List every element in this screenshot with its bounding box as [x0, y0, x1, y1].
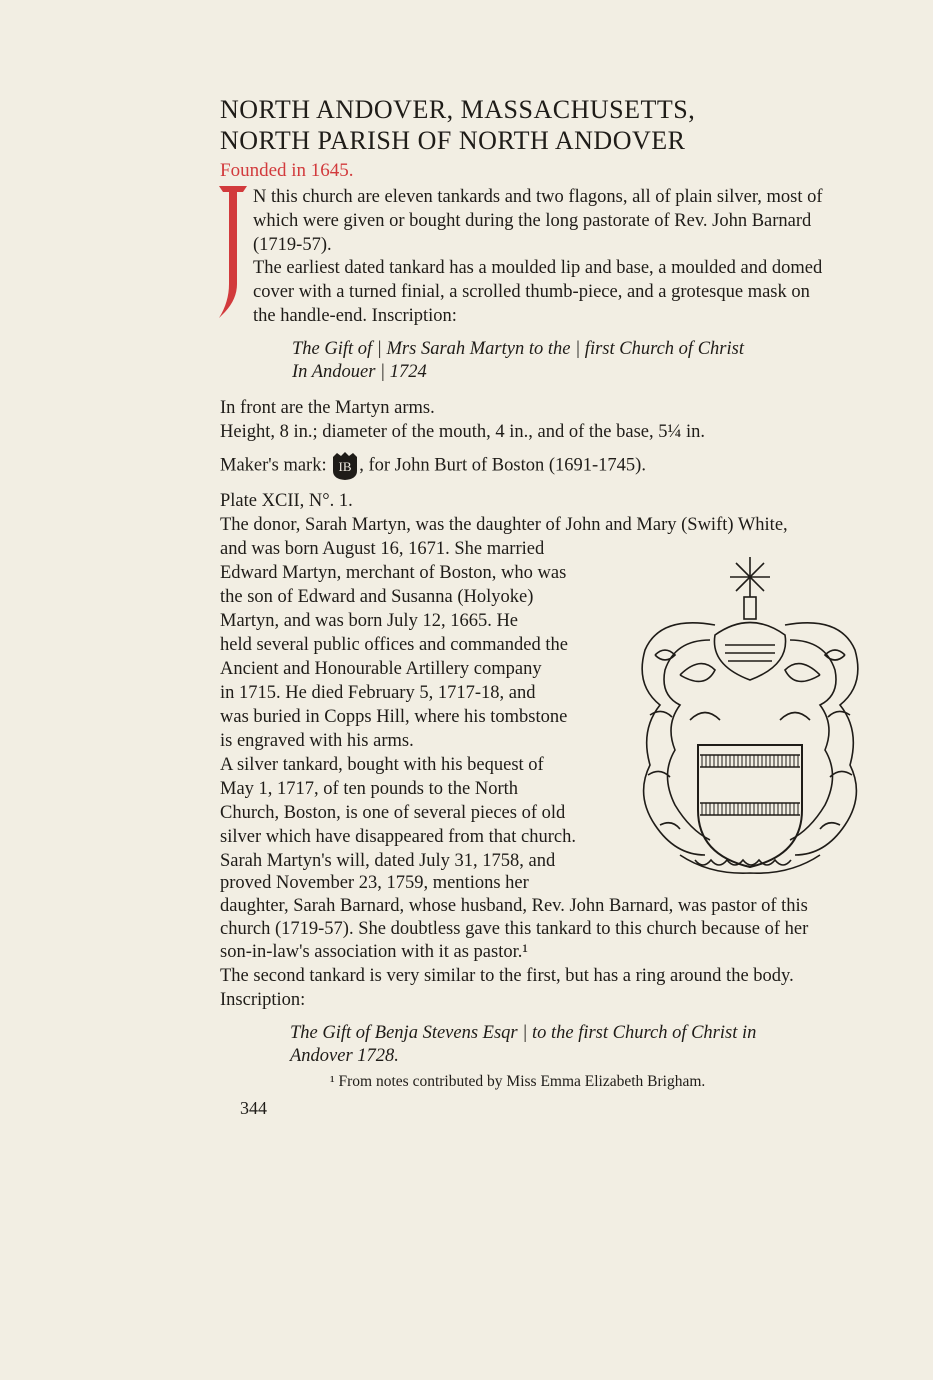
para1-line-3: (1719-57).	[253, 235, 332, 255]
inscription2-line-1: The Gift of Benja Stevens Esqr | to the first Church of Christ in	[290, 1023, 757, 1043]
para2-line-3: the handle-end. Inscription:	[253, 306, 457, 326]
donor-line: the son of Edward and Susanna (Holyoke)	[220, 587, 534, 607]
para2-line-2: cover with a turned finial, a scrolled thumb-piece, and a grotesque mask on	[253, 282, 810, 302]
donor-line: and was born August 16, 1671. She married	[220, 539, 545, 559]
para2-line-1: The earliest dated tankard has a moulded lip and base, a moulded and domed	[253, 258, 823, 278]
donor-line: daughter, Sarah Barnard, whose husband, Rev. John Barnard, was pastor of this	[220, 896, 808, 916]
inscription1-line-2: In Andouer | 1724	[292, 362, 427, 382]
donor-line: silver which have disappeared from that church.	[220, 827, 576, 847]
plate-line: Plate XCII, N°. 1.	[220, 491, 353, 511]
drop-cap-letter-i	[217, 184, 249, 320]
page-title-line-1: NORTH ANDOVER, MASSACHUSETTS,	[220, 95, 696, 124]
height-line: Height, 8 in.; diameter of the mouth, 4 in., and of the base, 5¼ in.	[220, 422, 706, 442]
donor-line: proved November 23, 1759, mentions her	[220, 873, 529, 893]
donor-line: The donor, Sarah Martyn, was the daughter of John and Mary (Swift) White,	[220, 515, 788, 535]
donor-line: is engraved with his arms.	[220, 731, 414, 751]
donor-line: held several public offices and commanded the	[220, 635, 568, 655]
donor-line: Church, Boston, is one of several pieces of old	[220, 803, 566, 823]
donor-line: in 1715. He died February 5, 1717-18, and	[220, 683, 536, 703]
donor-line: Sarah Martyn's will, dated July 31, 1758, and	[220, 851, 556, 871]
inscription2-line-2: Andover 1728.	[290, 1046, 399, 1066]
donor-line: son-in-law's association with it as pastor.¹	[220, 942, 528, 962]
page-title-line-2: NORTH PARISH OF NORTH ANDOVER	[220, 126, 686, 155]
maker-line	[220, 451, 646, 481]
arms-line: In front are the Martyn arms.	[220, 398, 435, 418]
page-number: 344	[240, 1098, 267, 1118]
martyn-coat-of-arms-illustration	[620, 555, 880, 890]
maker-prefix: Maker's mark:	[220, 455, 327, 476]
inscription1-line-1: The Gift of | Mrs Sarah Martyn to the | first Church of Christ	[292, 339, 744, 359]
donor-line: church (1719-57). She doubtless gave this tankard to this church because of her	[220, 919, 809, 939]
donor-line: was buried in Copps Hill, where his tombstone	[220, 707, 568, 727]
footnote: ¹ From notes contributed by Miss Emma Elizabeth Brigham.	[330, 1073, 706, 1090]
donor-line: May 1, 1717, of ten pounds to the North	[220, 779, 519, 799]
para1-line-2: which were given or bought during the long pastorate of Rev. John Barnard	[253, 211, 812, 231]
donor-line: Edward Martyn, merchant of Boston, who was	[220, 563, 567, 583]
founded-note: Founded in 1645.	[220, 160, 354, 181]
donor-line: A silver tankard, bought with his bequest of	[220, 755, 544, 775]
second-tankard-line: The second tankard is very similar to the first, but has a ring around the body.	[220, 966, 794, 986]
donor-line: Martyn, and was born July 12, 1665. He	[220, 611, 519, 631]
para1-line-1: N this church are eleven tankards and two flagons, all of plain silver, most of	[253, 187, 823, 207]
donor-line: Ancient and Honourable Artillery company	[220, 659, 542, 679]
maker-mark-shield-icon	[331, 451, 359, 481]
maker-suffix: , for John Burt of Boston (1691-1745).	[359, 455, 646, 476]
second-tankard-line: Inscription:	[220, 990, 306, 1010]
maker-mark-text: IB	[338, 459, 352, 474]
